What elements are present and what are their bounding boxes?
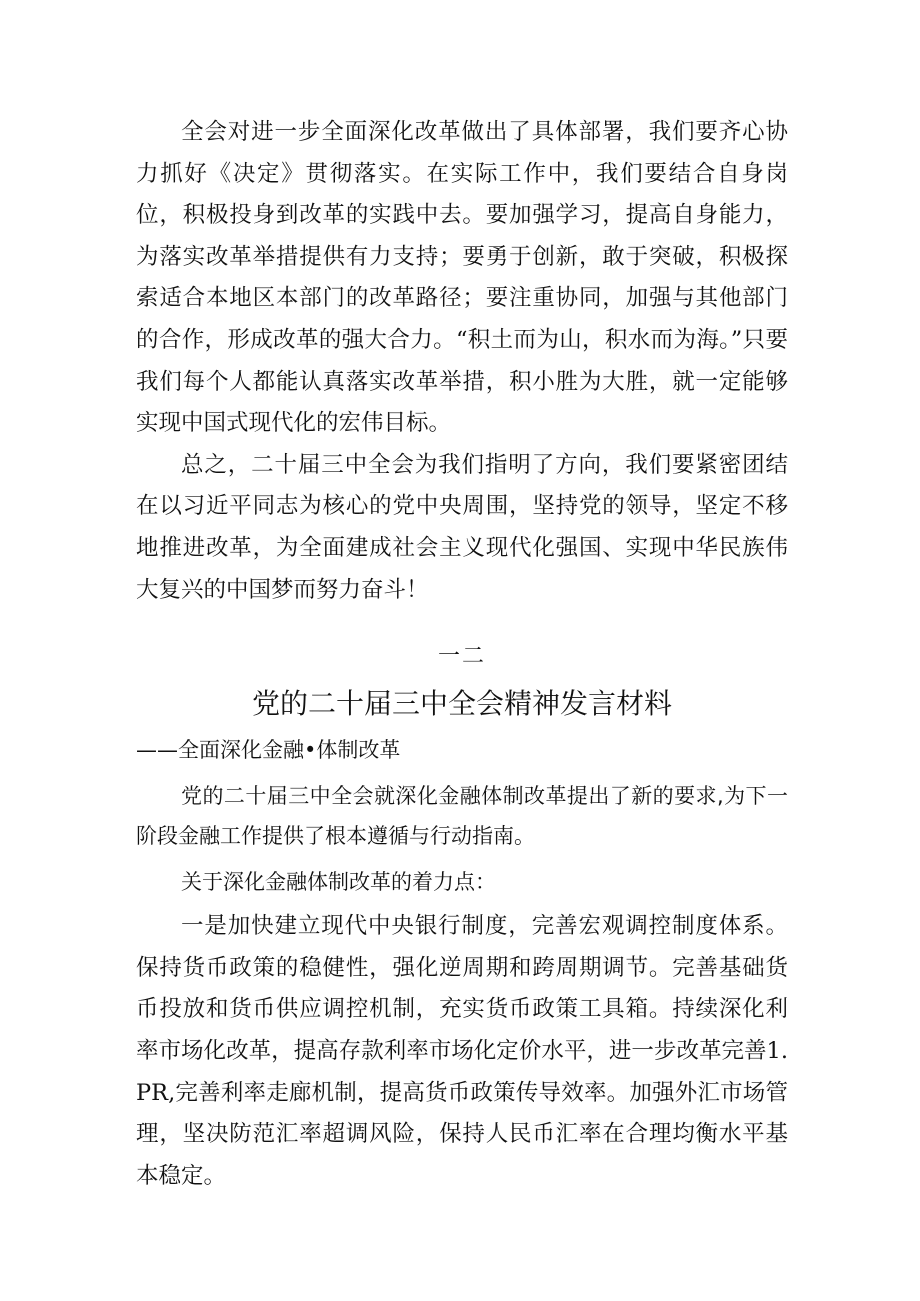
focus-heading: 关于深化金融体制改革的着力点： [181, 870, 496, 895]
document-subtitle: ——全面深化金融•体制改革 [136, 738, 401, 763]
paragraph-conclusion: 总之，二十届三中全会为我们指明了方向，我们要紧密团结在以习近平同志为核心的党中央周围，坚持党的领导，坚定不移地推进改革，为全面建成社会主义现代化强国、实现中华民族伟大复兴的中国梦而努力奋斗！ [136, 451, 788, 603]
section-number: 一二 [437, 644, 486, 670]
paragraph-point-one: 一是加快建立现代中央银行制度，完善宏观调控制度体系。保持货币政策的稳健性，强化逆周期和跨周期调节。完善基础货币投放和货币供应调控机制，充实货币政策工具箱。持续深化利率市场化改革，提高存款利率市场化定价水平，进一步改革完善1.PR,完善利率走廊机制，提高货币政策传导效率。加强外汇市场管理，坚决防范汇率超调风险，保持人民币汇率在合理均衡水平基本稳定。 [136, 913, 788, 1189]
document-title: 党的二十届三中全会精神发言材料 [251, 687, 672, 721]
paragraph-intro: 党的二十届三中全会就深化金融体制改革提出了新的要求,为下一阶段金融工作提供了根本遵循与行动指南。 [136, 784, 788, 849]
paragraph-reform-deployment: 全会对进一步全面深化改革做出了具体部署，我们要齐心协力抓好《决定》贯彻落实。在实际工作中，我们要结合自身岗位，积极投身到改革的实践中去。要加强学习，提高自身能力，为落实改革举措提供有力支持；要勇于创新，敢于突破，积极探索适合本地区本部门的改革路径；要注重协同，加强与其他部门的合作，形成改革的强大合力。“积土而为山，积水而为海。”只要我们每个人都能认真落实改革举措，积小胜为大胜，就一定能够实现中国式现代化的宏伟目标。 [136, 119, 788, 437]
document-page [136, 112, 788, 1197]
